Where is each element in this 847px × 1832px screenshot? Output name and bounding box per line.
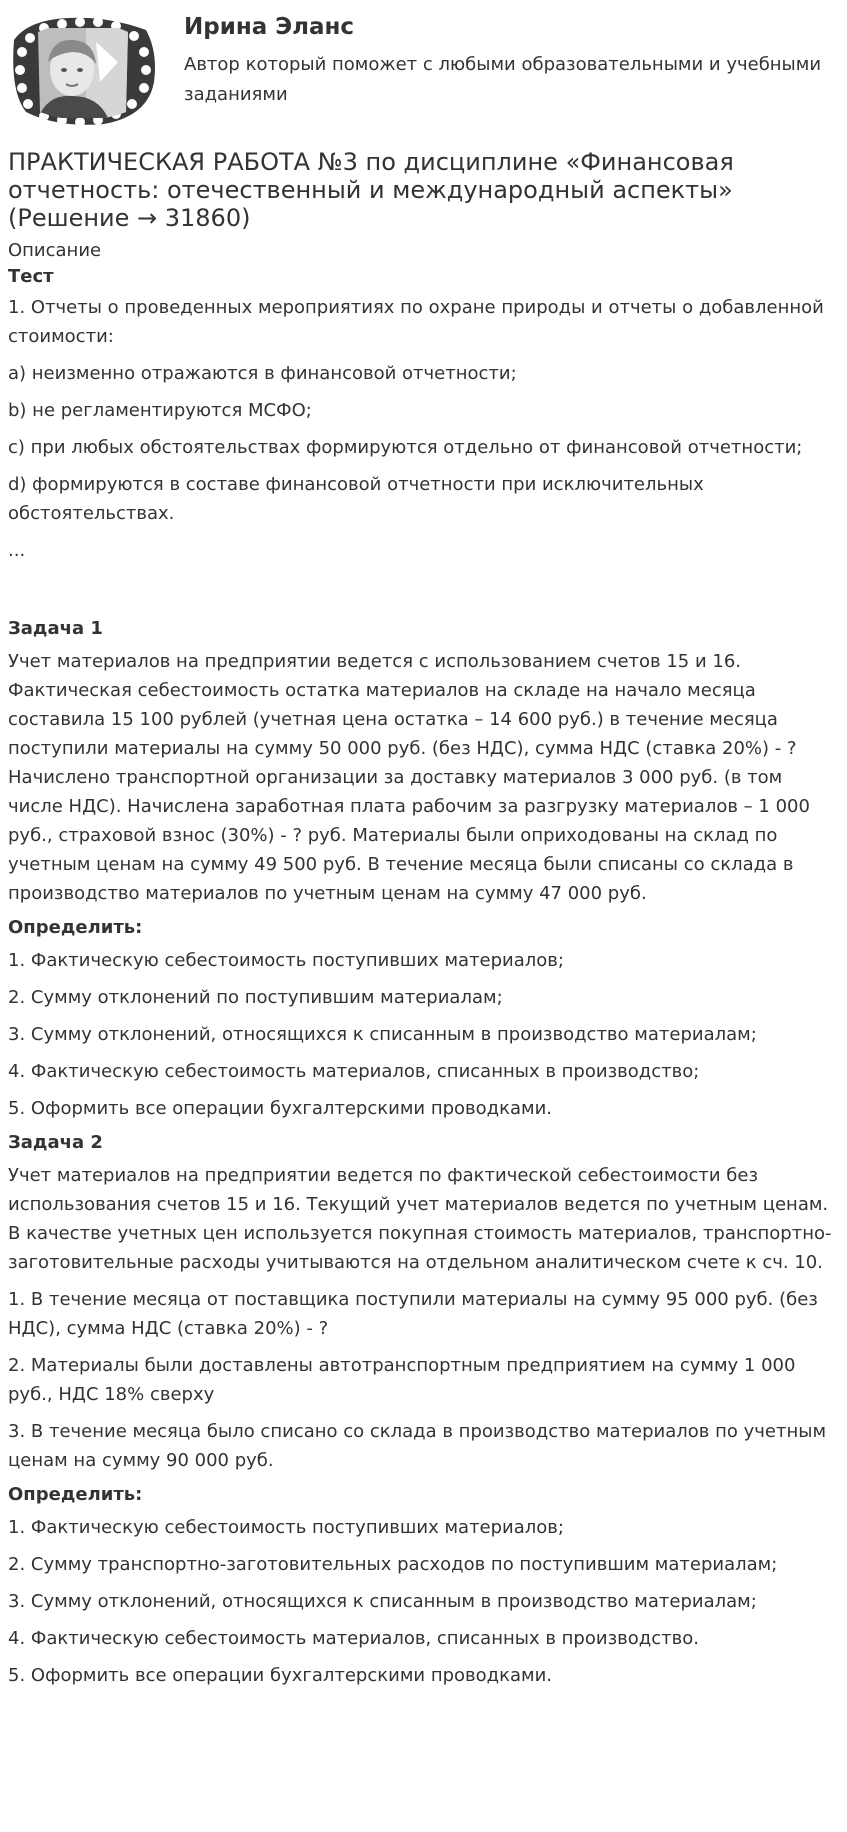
task1-item-5: 5. Оформить все операции бухгалтерскими проводками. [8, 1098, 552, 1119]
task1-item-4: 4. Фактическую себестоимость материалов, списанных в производство; [8, 1061, 700, 1082]
spacer [8, 573, 840, 617]
test-ellipsis: ... [8, 540, 26, 561]
task2-step-1: 1. В течение месяца от поставщика поступили материалы на сумму 95 000 руб. (без НДС), сумма НДС (ставка 20%) - ? [8, 1289, 818, 1339]
description-label: Описание [8, 240, 102, 261]
test-option-a: a) неизменно отражаются в финансовой отчетности; [8, 363, 517, 384]
task1-text: Учет материалов на предприятии ведется с использованием счетов 15 и 16. Фактическая себестоимость остатка материалов на складе на начало месяца составила 15 100 рублей (учетная цена остатка – 14 600 руб.) в течение месяца поступили материалы на сумму 50 000 руб. (без НДС), сумма НДС (ставка 20%) - ? Начислено транспортной организации за доставку материалов 3 000 руб. (в том числе НДС). Начислена заработная плата рабочим за разгрузку материалов – 1 000 руб., страховой взнос (30%) - ? руб. Материалы были оприходованы на склад по учетным ценам на сумму 49 500 руб. В течение месяца были списаны со склада в производство материалов по учетным ценам на сумму 47 000 руб. [8, 651, 810, 904]
author-description: Автор который поможет с любыми образовательными и учебными заданиями [184, 54, 822, 105]
author-name[interactable]: Ирина Эланс [184, 14, 355, 40]
page-title: ПРАКТИЧЕСКАЯ РАБОТА №3 по дисциплине «Финансовая отчетность: отечественный и международный аспекты» (Решение → 31860) [8, 148, 734, 232]
test-option-c: c) при любых обстоятельствах формируются отдельно от финансовой отчетности; [8, 437, 803, 458]
task1-item-1: 1. Фактическую себестоимость поступивших материалов; [8, 950, 564, 971]
task2-step-3: 3. В течение месяца было списано со склада в производство материалов по учетным ценам на сумму 90 000 руб. [8, 1421, 827, 1471]
task1-item-3: 3. Сумму отклонений, относящихся к списанным в производство материалам; [8, 1024, 757, 1045]
task2-heading: Задача 2 [8, 1132, 103, 1153]
test-option-b: b) не регламентируются МСФО; [8, 400, 312, 421]
test-question: 1. Отчеты о проведенных мероприятиях по охране природы и отчеты о добавленной стоимости: [8, 297, 824, 347]
task2-text: Учет материалов на предприятии ведется по фактической себестоимости без использования счетов 15 и 16. Текущий учет материалов ведется по учетным ценам. В качестве учетных цен используется покупная стоимость материалов, транспортно-заготовительные расходы учитываются на отдельном аналитическом счете к сч. 10. [8, 1165, 832, 1273]
task2-item-3: 3. Сумму отклонений, относящихся к списанным в производство материалам; [8, 1591, 757, 1612]
author-avatar[interactable] [8, 12, 158, 128]
task1-define-heading: Определить: [8, 917, 143, 938]
test-option-d: d) формируются в составе финансовой отчетности при исключительных обстоятельствах. [8, 474, 704, 524]
author-card [8, 8, 838, 128]
task1-item-2: 2. Сумму отклонений по поступившим материалам; [8, 987, 503, 1008]
task2-step-2: 2. Материалы были доставлены автотранспортным предприятием на сумму 1 000 руб., НДС 18% сверху [8, 1355, 796, 1405]
task2-item-4: 4. Фактическую себестоимость материалов, списанных в производство. [8, 1628, 699, 1649]
task2-item-5: 5. Оформить все операции бухгалтерскими проводками. [8, 1665, 552, 1686]
task2-define-heading: Определить: [8, 1484, 143, 1505]
task1-heading: Задача 1 [8, 618, 103, 639]
test-heading: Тест [8, 266, 54, 287]
document-content [8, 148, 840, 1698]
task2-item-2: 2. Сумму транспортно-заготовительных расходов по поступившим материалам; [8, 1554, 778, 1575]
task2-item-1: 1. Фактическую себестоимость поступивших материалов; [8, 1517, 564, 1538]
